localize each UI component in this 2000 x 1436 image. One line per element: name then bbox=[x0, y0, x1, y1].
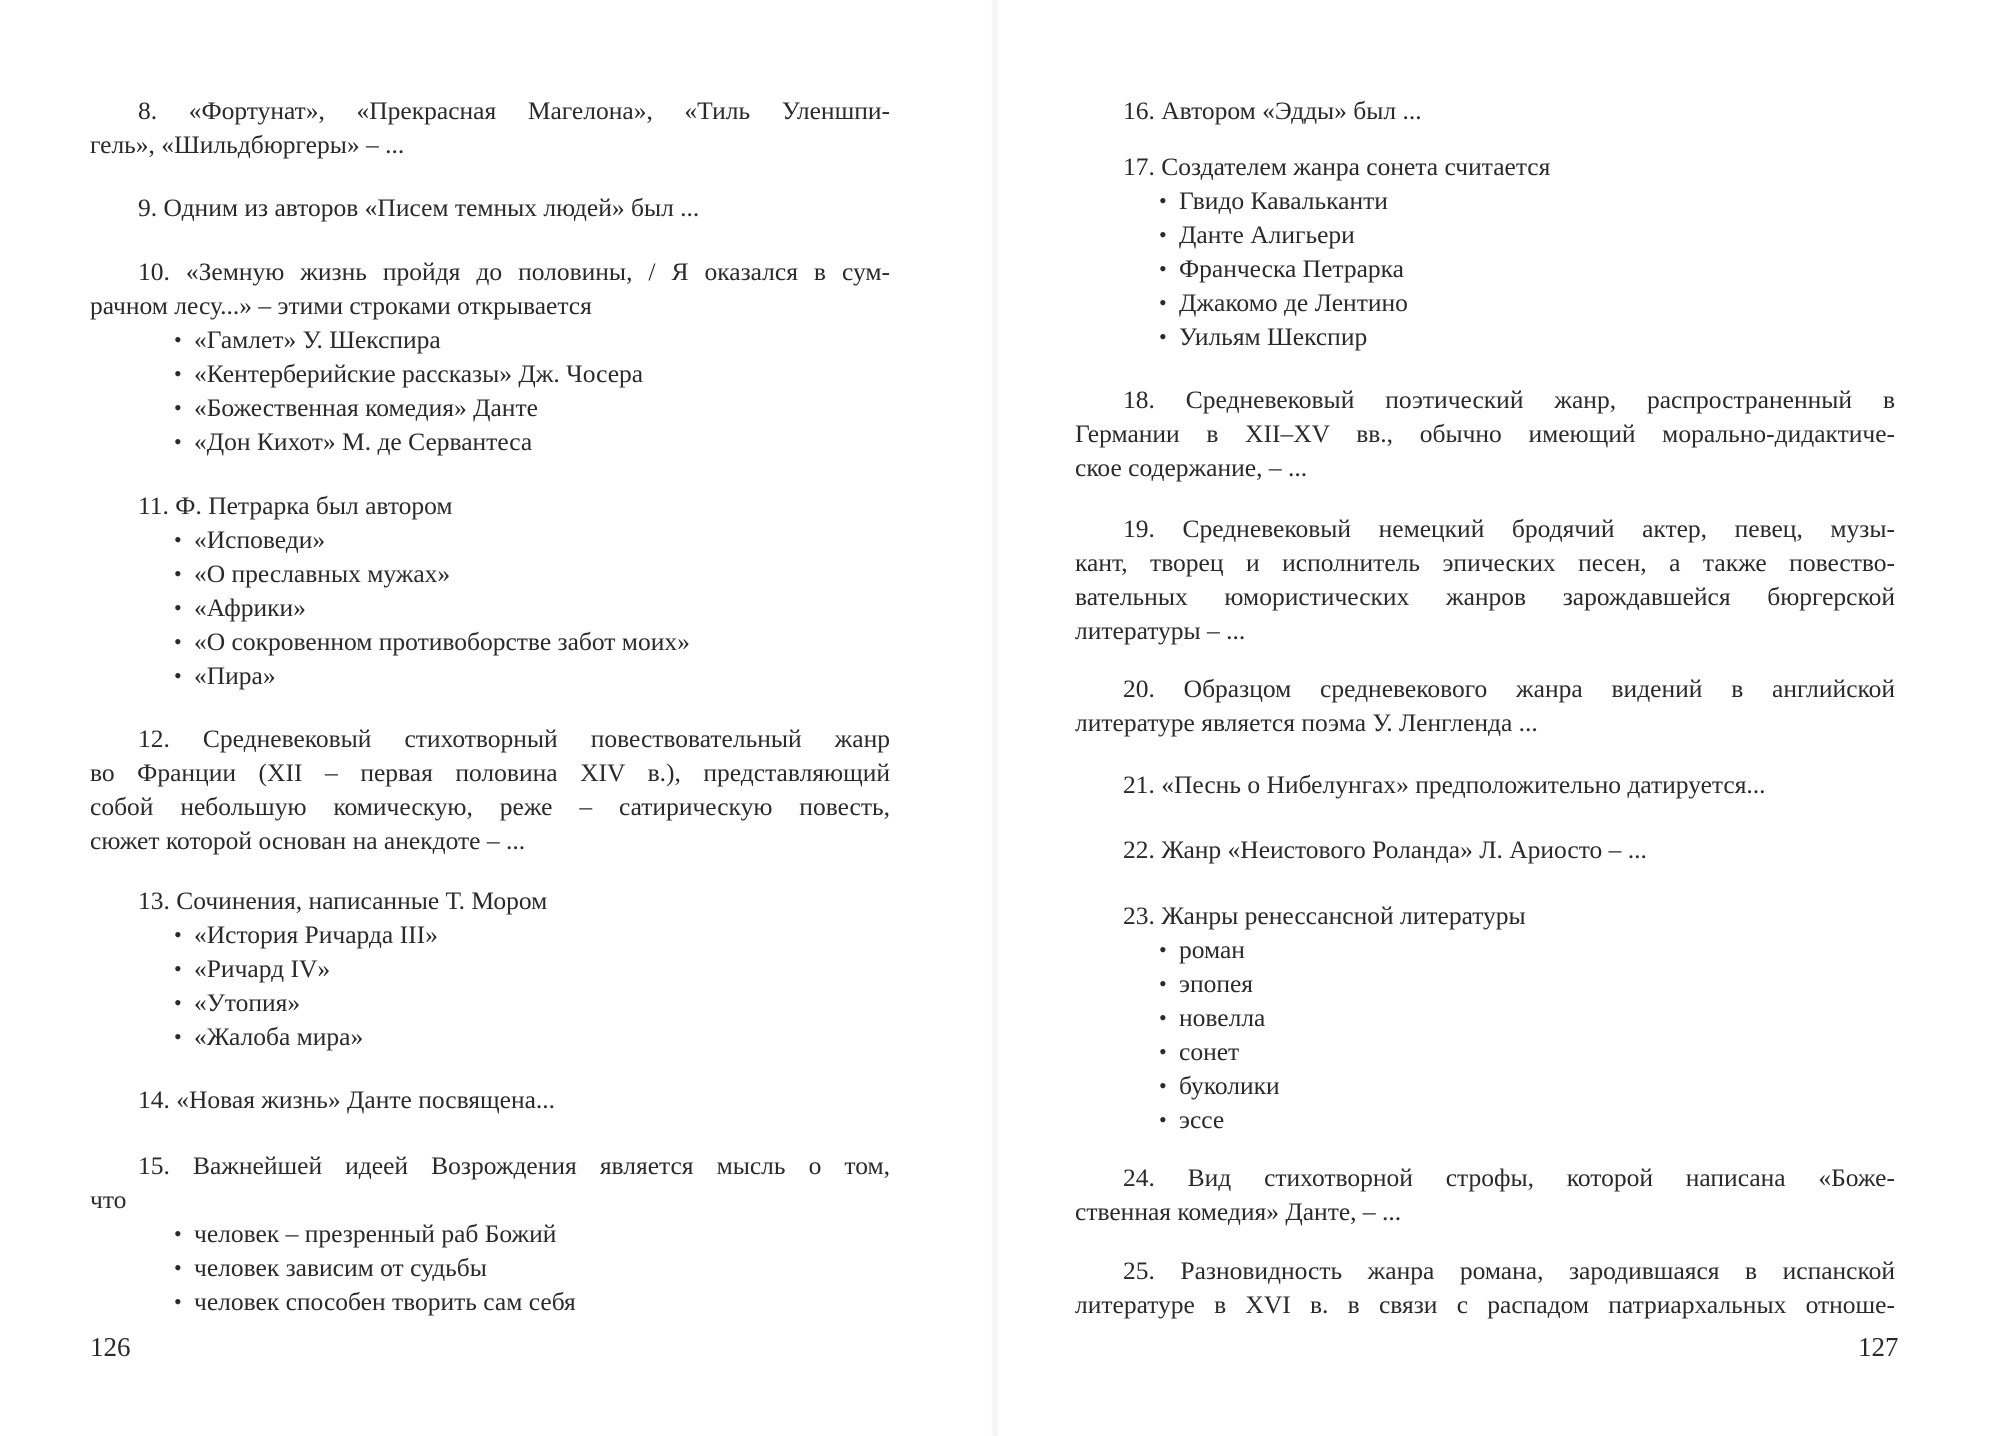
question-line: литературы – ... bbox=[1075, 616, 1246, 645]
bullet-icon: • bbox=[1159, 188, 1167, 213]
page-number-left: 126 bbox=[90, 1332, 131, 1362]
question-line: 22. Жанр «Неистового Роланда» Л. Ариосто – ... bbox=[1123, 835, 1647, 864]
bullet-icon: • bbox=[1159, 1073, 1167, 1098]
bullet-icon: • bbox=[1159, 971, 1167, 996]
answer-option: • «Пира» bbox=[174, 659, 890, 693]
question-line: кант, творец и исполнитель эпических песен, а также повество- bbox=[1075, 548, 1895, 577]
answer-options bbox=[90, 523, 890, 693]
page-number-right: 127 bbox=[1858, 1332, 1899, 1362]
question-25 bbox=[1075, 1254, 1895, 1322]
answer-option: • сонет bbox=[1159, 1035, 1895, 1069]
question-line: 11. Ф. Петрарка был автором bbox=[138, 491, 453, 520]
question-line: ственная комедия» Данте, – ... bbox=[1075, 1197, 1402, 1226]
question-line: 10. «Земную жизнь пройдя до половины, / Я оказался в сум- bbox=[138, 257, 890, 286]
bullet-icon: • bbox=[174, 361, 182, 386]
question-13 bbox=[90, 884, 890, 1054]
question-line: 14. «Новая жизнь» Данте посвящена... bbox=[138, 1085, 556, 1114]
answer-option: • «История Ричарда III» bbox=[174, 918, 890, 952]
question-line: 18. Средневековый поэтический жанр, распространенный в bbox=[1123, 385, 1895, 414]
bullet-icon: • bbox=[1159, 937, 1167, 962]
question-9 bbox=[90, 191, 890, 225]
bullet-icon: • bbox=[174, 429, 182, 454]
answer-options bbox=[90, 1217, 890, 1319]
question-line: 19. Средневековый немецкий бродячий актер, певец, музы- bbox=[1123, 514, 1895, 543]
answer-option: • Уильям Шекспир bbox=[1159, 320, 1895, 354]
answer-option: • эпопея bbox=[1159, 967, 1895, 1001]
bullet-icon: • bbox=[174, 1289, 182, 1314]
question-line: ское содержание, – ... bbox=[1075, 453, 1308, 482]
question-line: рачном лесу...» – этими строками открывается bbox=[90, 291, 592, 320]
answer-option: • Гвидо Кавальканти bbox=[1159, 184, 1895, 218]
answer-option: • «О преславных мужах» bbox=[174, 557, 890, 591]
question-11 bbox=[90, 489, 890, 693]
question-10 bbox=[90, 255, 890, 459]
question-21 bbox=[1075, 768, 1895, 802]
answer-option: • «Кентерберийские рассказы» Дж. Чосера bbox=[174, 357, 890, 391]
answer-option: • человек – презренный раб Божий bbox=[174, 1217, 890, 1251]
question-line: 8. «Фортунат», «Прекрасная Магелона», «Тиль Уленшпи- bbox=[138, 96, 890, 125]
question-line: 20. Образцом средневекового жанра видений в английской bbox=[1123, 674, 1895, 703]
left-page bbox=[90, 0, 890, 1436]
question-12 bbox=[90, 722, 890, 858]
answer-option: • человек зависим от судьбы bbox=[174, 1251, 890, 1285]
bullet-icon: • bbox=[1159, 222, 1167, 247]
question-16 bbox=[1075, 94, 1895, 128]
answer-option: • роман bbox=[1159, 933, 1895, 967]
question-line: 24. Вид стихотворной строфы, которой написана «Боже- bbox=[1123, 1163, 1895, 1192]
question-line: собой небольшую комическую, реже – сатирическую повесть, bbox=[90, 792, 890, 821]
answer-option: • «Утопия» bbox=[174, 986, 890, 1020]
bullet-icon: • bbox=[174, 595, 182, 620]
question-14 bbox=[90, 1083, 890, 1117]
question-line: 9. Одним из авторов «Писем темных людей» был ... bbox=[138, 193, 700, 222]
bullet-icon: • bbox=[174, 395, 182, 420]
question-line: 23. Жанры ренессансной литературы bbox=[1123, 901, 1526, 930]
bullet-icon: • bbox=[1159, 324, 1167, 349]
answer-option: • новелла bbox=[1159, 1001, 1895, 1035]
question-15 bbox=[90, 1149, 890, 1319]
bullet-icon: • bbox=[1159, 1107, 1167, 1132]
answer-option: • буколики bbox=[1159, 1069, 1895, 1103]
book-gutter bbox=[990, 0, 1000, 1436]
answer-options bbox=[1075, 184, 1895, 354]
answer-option: • «Дон Кихот» М. де Сервантеса bbox=[174, 425, 890, 459]
bullet-icon: • bbox=[174, 663, 182, 688]
bullet-icon: • bbox=[174, 1221, 182, 1246]
bullet-icon: • bbox=[174, 1024, 182, 1049]
bullet-icon: • bbox=[174, 956, 182, 981]
answer-option: • «Ричард IV» bbox=[174, 952, 890, 986]
question-line: 16. Автором «Эдды» был ... bbox=[1123, 96, 1422, 125]
question-23 bbox=[1075, 899, 1895, 1137]
bullet-icon: • bbox=[1159, 1005, 1167, 1030]
question-24 bbox=[1075, 1161, 1895, 1229]
answer-options bbox=[1075, 933, 1895, 1137]
question-20 bbox=[1075, 672, 1895, 740]
bullet-icon: • bbox=[1159, 256, 1167, 281]
answer-options bbox=[90, 918, 890, 1054]
bullet-icon: • bbox=[174, 527, 182, 552]
bullet-icon: • bbox=[174, 1255, 182, 1280]
question-line: 13. Сочинения, написанные Т. Мором bbox=[138, 886, 548, 915]
bullet-icon: • bbox=[1159, 290, 1167, 315]
bullet-icon: • bbox=[174, 629, 182, 654]
bullet-icon: • bbox=[1159, 1039, 1167, 1064]
answer-option: • эссе bbox=[1159, 1103, 1895, 1137]
answer-option: • Данте Алигьери bbox=[1159, 218, 1895, 252]
answer-options bbox=[90, 323, 890, 459]
question-line: 21. «Песнь о Нибелунгах» предположительно датируется... bbox=[1123, 770, 1766, 799]
question-line: литературе в XVI в. в связи с распадом патриархальных отноше- bbox=[1075, 1290, 1895, 1319]
question-17 bbox=[1075, 150, 1895, 354]
bullet-icon: • bbox=[174, 327, 182, 352]
question-18 bbox=[1075, 383, 1895, 485]
question-22 bbox=[1075, 833, 1895, 867]
question-line: сюжет которой основан на анекдоте – ... bbox=[90, 826, 526, 855]
answer-option: • «Исповеди» bbox=[174, 523, 890, 557]
question-line: 15. Важнейшей идеей Возрождения является мысль о том, bbox=[138, 1151, 890, 1180]
question-19 bbox=[1075, 512, 1895, 648]
question-line: что bbox=[90, 1185, 127, 1214]
answer-option: • «Гамлет» У. Шекспира bbox=[174, 323, 890, 357]
question-line: 12. Средневековый стихотворный повествовательный жанр bbox=[138, 724, 890, 753]
answer-option: • «Африки» bbox=[174, 591, 890, 625]
answer-option: • «О сокровенном противоборстве забот моих» bbox=[174, 625, 890, 659]
question-8 bbox=[90, 94, 890, 162]
bullet-icon: • bbox=[174, 922, 182, 947]
question-line: во Франции (XII – первая половина XIV в.), представляющий bbox=[90, 758, 890, 787]
question-line: 17. Создателем жанра сонета считается bbox=[1123, 152, 1551, 181]
answer-option: • «Божественная комедия» Данте bbox=[174, 391, 890, 425]
question-line: литературе является поэма У. Ленгленда ... bbox=[1075, 708, 1538, 737]
bullet-icon: • bbox=[174, 990, 182, 1015]
answer-option: • Франческа Петрарка bbox=[1159, 252, 1895, 286]
right-page bbox=[1075, 0, 1895, 1436]
answer-option: • «Жалоба мира» bbox=[174, 1020, 890, 1054]
question-line: Германии в XII–XV вв., обычно имеющий морально-дидактиче- bbox=[1075, 419, 1895, 448]
bullet-icon: • bbox=[174, 561, 182, 586]
answer-option: • человек способен творить сам себя bbox=[174, 1285, 890, 1319]
answer-option: • Джакомо де Лентино bbox=[1159, 286, 1895, 320]
question-line: гель», «Шильдбюргеры» – ... bbox=[90, 130, 405, 159]
question-line: 25. Разновидность жанра романа, зародившаяся в испанской bbox=[1123, 1256, 1895, 1285]
question-line: вательных юмористических жанров зарождавшейся бюргерской bbox=[1075, 582, 1895, 611]
